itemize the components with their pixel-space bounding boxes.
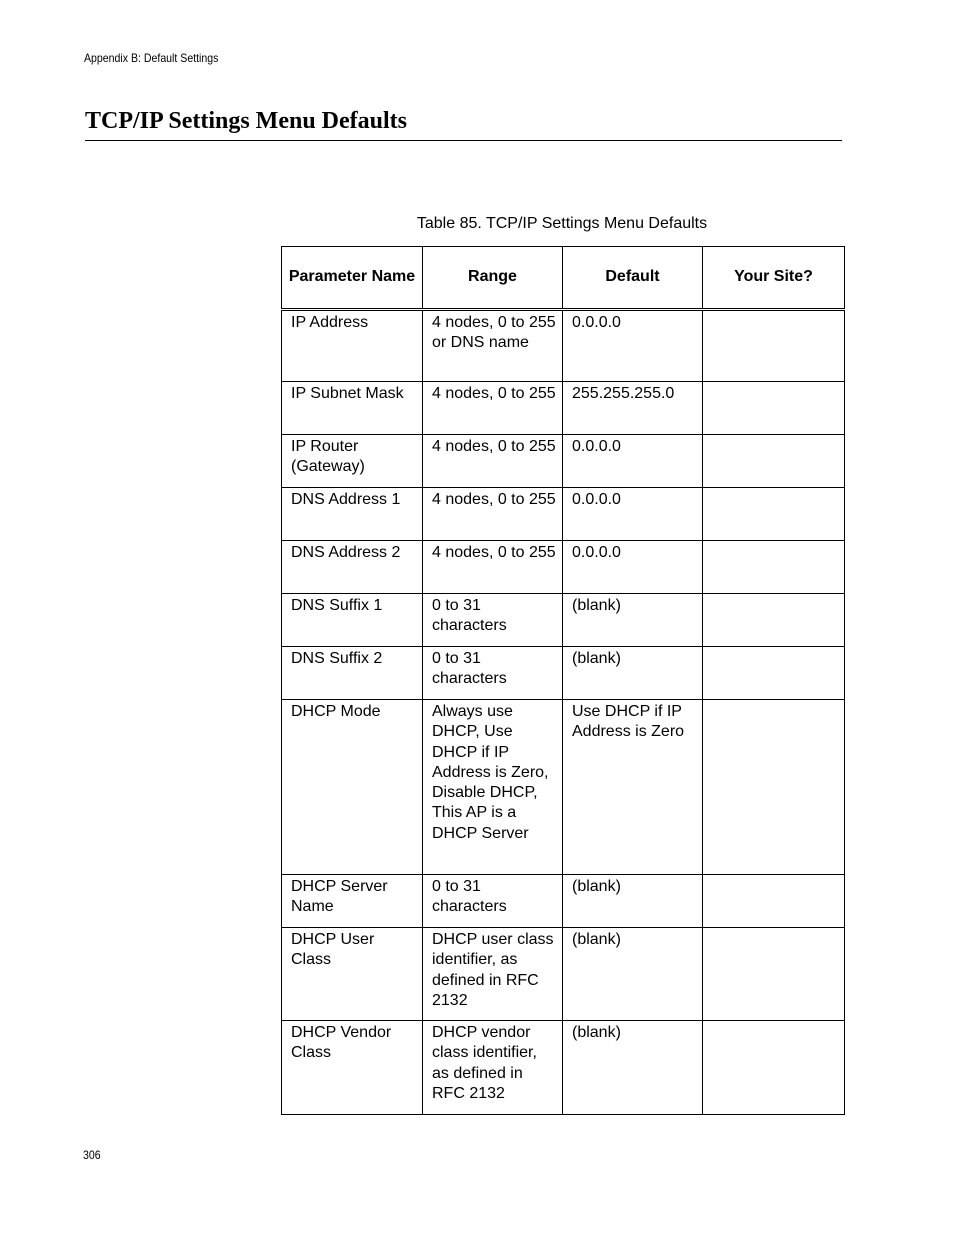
column-header-range: Range bbox=[423, 247, 563, 310]
table-row bbox=[282, 435, 845, 488]
default-cell: 0.0.0.0 bbox=[572, 314, 621, 331]
your-site-cell bbox=[712, 647, 838, 649]
table-row bbox=[282, 647, 845, 700]
default-cell: (blank) bbox=[572, 1024, 621, 1041]
your-site-cell bbox=[712, 594, 838, 596]
your-site-cell bbox=[712, 311, 838, 313]
section-title: TCP/IP Settings Menu Defaults bbox=[85, 108, 408, 134]
column-header-parameter-name: Parameter Name bbox=[282, 247, 423, 310]
your-site-cell bbox=[712, 435, 838, 437]
page-number: 306 bbox=[83, 1148, 101, 1162]
default-cell: 0.0.0.0 bbox=[572, 438, 621, 455]
column-header-your-site: Your Site? bbox=[703, 247, 845, 310]
your-site-cell bbox=[712, 875, 838, 877]
table-row bbox=[282, 310, 845, 382]
table-row bbox=[282, 875, 845, 928]
table-row bbox=[282, 1021, 845, 1115]
your-site-cell bbox=[712, 1021, 838, 1023]
table-caption: Table 85. TCP/IP Settings Menu Defaults bbox=[416, 215, 708, 232]
default-cell: (blank) bbox=[572, 650, 621, 667]
parameter-name-cell: IP Subnet Mask bbox=[291, 385, 404, 402]
range-cell: Always use DHCP, Use DHCP if IP Address is Zero, Disable DHCP, This AP is a DHCP Server bbox=[432, 703, 549, 842]
table-row bbox=[282, 700, 845, 875]
range-cell: 4 nodes, 0 to 255 bbox=[432, 385, 556, 402]
column-header-default: Default bbox=[563, 247, 703, 310]
parameter-name-cell: DNS Suffix 1 bbox=[291, 597, 383, 614]
your-site-cell bbox=[712, 928, 838, 930]
default-cell: Use DHCP if IP Address is Zero bbox=[572, 703, 685, 741]
parameter-name-cell: DHCP User Class bbox=[291, 931, 375, 969]
table-row bbox=[282, 382, 845, 435]
range-cell: DHCP vendor class identifier, as defined in RFC 2132 bbox=[432, 1024, 537, 1102]
table-header-row bbox=[282, 247, 845, 310]
default-cell: (blank) bbox=[572, 931, 621, 948]
parameter-name-cell: IP Address bbox=[291, 314, 369, 331]
your-site-cell bbox=[712, 488, 838, 490]
your-site-cell bbox=[712, 700, 838, 702]
table-row bbox=[282, 488, 845, 541]
default-cell: 255.255.255.0 bbox=[572, 385, 675, 402]
default-cell: (blank) bbox=[572, 597, 621, 614]
range-cell: DHCP user class identifier, as defined in RFC 2132 bbox=[432, 931, 554, 1009]
table-row bbox=[282, 594, 845, 647]
default-cell: (blank) bbox=[572, 878, 621, 895]
parameter-name-cell: DNS Address 2 bbox=[291, 544, 401, 561]
range-cell: 4 nodes, 0 to 255 or DNS name bbox=[432, 314, 556, 352]
parameter-name-cell: DNS Suffix 2 bbox=[291, 650, 383, 667]
running-header: Appendix B: Default Settings bbox=[84, 51, 219, 65]
table-row bbox=[282, 928, 845, 1021]
parameter-name-cell: DHCP Vendor Class bbox=[291, 1024, 392, 1062]
default-cell: 0.0.0.0 bbox=[572, 491, 621, 508]
range-cell: 4 nodes, 0 to 255 bbox=[432, 544, 556, 561]
your-site-cell bbox=[712, 541, 838, 543]
parameter-name-cell: DNS Address 1 bbox=[291, 491, 401, 508]
title-rule bbox=[85, 140, 842, 141]
range-cell: 0 to 31 characters bbox=[432, 878, 507, 916]
range-cell: 0 to 31 characters bbox=[432, 650, 507, 688]
range-cell: 0 to 31 characters bbox=[432, 597, 507, 635]
range-cell: 4 nodes, 0 to 255 bbox=[432, 491, 556, 508]
parameter-name-cell: DHCP Mode bbox=[291, 703, 381, 720]
parameter-name-cell: DHCP Server Name bbox=[291, 878, 388, 916]
defaults-table bbox=[281, 246, 845, 1115]
default-cell: 0.0.0.0 bbox=[572, 544, 621, 561]
range-cell: 4 nodes, 0 to 255 bbox=[432, 438, 556, 455]
parameter-name-cell: IP Router (Gateway) bbox=[291, 438, 365, 476]
table-row bbox=[282, 541, 845, 594]
your-site-cell bbox=[712, 382, 838, 384]
